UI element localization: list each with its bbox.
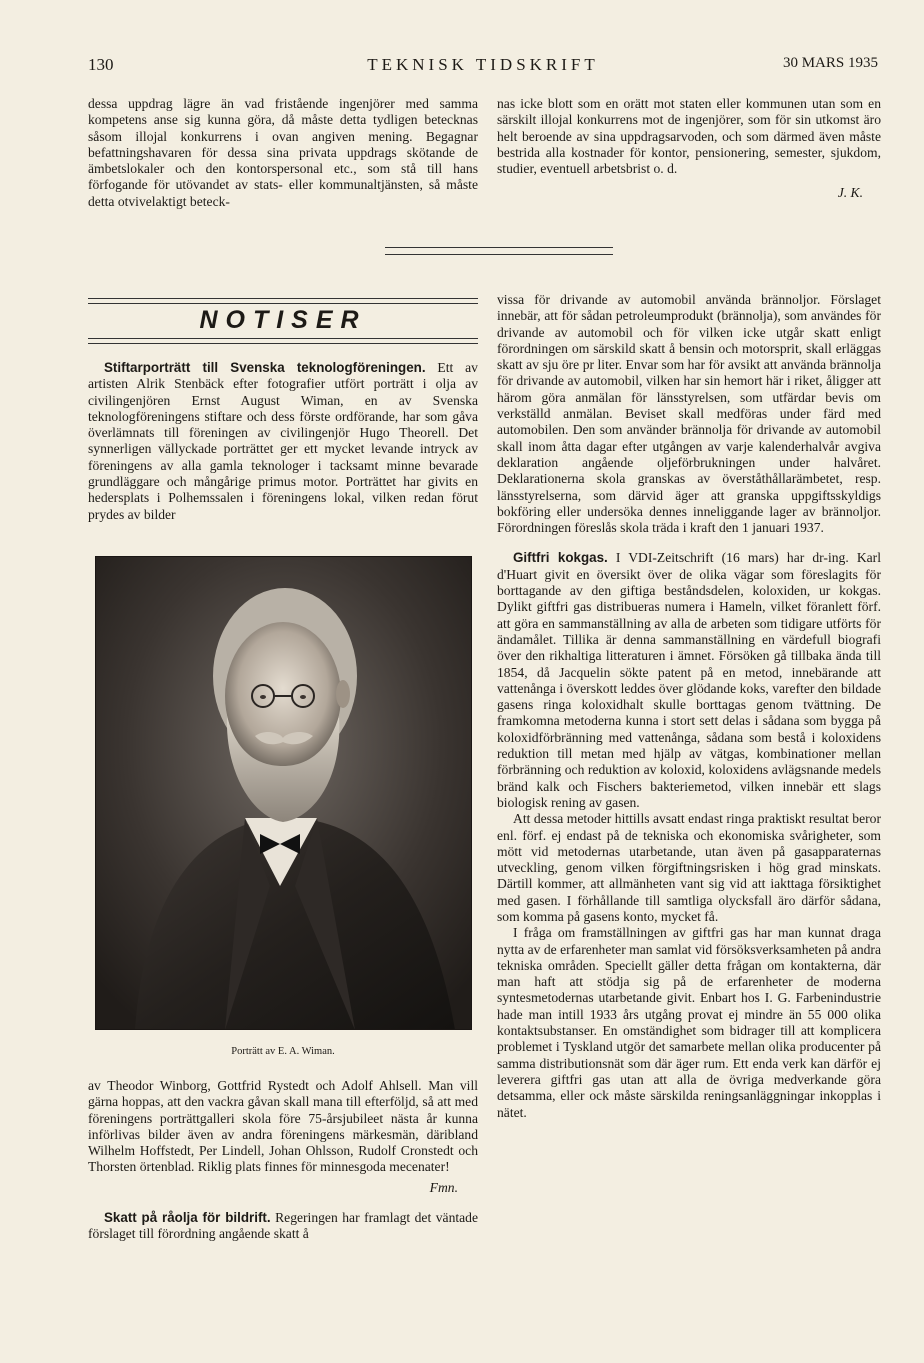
article-text-kokgas-1: I VDI-Zeitschrift (16 mars) har dr-ing. Karl d'Huart givit en översikt över de olika vägar som föreslagits för borttagande av den giftiga beståndsdelen, koloxiden, ur kokgas. Dylikt giftfri gas distribueras numera i Hameln, vilket föranlett förf. att göra en sammanställning av alla de arbeten som tidigare utförts för ändamålet. Tillika är denna sammanställning en värdefull biografi över den rikhaltiga litteraturen i ämnet. Försöken gå tillbaka ända till 1854, då Jacquelin sökte patent på en metod, innebärande att vattenånga i överskott leddes över glödande koks, varefter den bildade gasens ringa koloxidhalt skulle borttagas genom tvättning. De framkomna metoderna kunna i stort sett delas i sådana som bygga på koloxidförbränning med vattenånga, sådana som bestå i koloxidens reduktion till metan med hjälp av vätgas, kombinationer mellan förbränning och reduktion av koloxid, koloxidens avlägsnande medels bränd kalk och Fischers bakteriemetod, vilken innebär ett slags biologisk rening av gasen. bbox=[497, 550, 881, 810]
article-portrait-top bbox=[88, 360, 478, 523]
article-portrait-bottom bbox=[88, 1078, 478, 1243]
signature-fmn: Fmn. bbox=[429, 1179, 458, 1195]
notiser-rule-bottom bbox=[88, 338, 478, 344]
notiser-rule-top bbox=[88, 298, 478, 304]
article-heading: Stiftarporträtt till Svenska teknologföreningen. bbox=[104, 360, 426, 375]
article-text: Ett av artisten Alrik Stenbäck efter fotografier utfört porträtt i olja av civilingenjören Ernst August Wiman, en av Svenska teknologföreningens stiftare och dess förste ordförande, har som gåva överlämnats till föreningen av civilingenjör Hugo Theorell. Det synnerligen vällyckade porträttet ger ett mycket levande intryck av föreningens av alla gamla teknologer i tacksamt minne bevarade grundläggare och mångårige primus motor. Porträttet har givits en hedersplats i Polhemssalen i föreningens lokal, vilken redan förut prydes av bilder bbox=[88, 360, 478, 522]
article-heading-skatt: Skatt på råolja för bildrift. bbox=[104, 1210, 271, 1226]
article-text-kokgas-3: I fråga om framställningen av giftfri gas har man kunnat draga nytta av de erfarenheter man samlat vid försöksverksamheten på andra tekniska områden. Speciellt gäller detta frågan om kontakterna, där man haft att stödja sig på de erfarenheter de moderna syntesmetodernas utarbetande givit. Enbart hos I. G. Farbenindustrie hade man intill 1933 års utgång provat ej mindre än 55 000 olika kontaktsubstanser. En omständighet som bidrager till att komplicera problemet i Tyskland utgör det samarbete mellan olika producenter på samma distributionsnät som där äger rum. Ett enda verk kan därför ej leverera giftfri gas utan att alla de övriga medverkande göra detsamma, eller ock måste särskilda reningsanläggningar inkopplas i nätet. bbox=[497, 925, 881, 1120]
top-right-column bbox=[497, 96, 881, 202]
continuation-text-left: dessa uppdrag lägre än vad fristående ingenjörer med samma kompetens anse sig kunna göra, då måste detta tydligen betecknas såsom illojal konkurrens i ovan angiven mening. Begagnar befattningshavaren för dessa sina privata uppdrags skötande de ämbetslokaler och den kontorspersonal etc., som stå till hans förfogande för utövandet av stats- eller kommunaltjänsten, så måste detta otvivelaktigt beteck- bbox=[88, 96, 478, 209]
portrait-photo bbox=[95, 556, 472, 1030]
article-text-skatt: Regeringen har framlagt det väntade förslaget till förordning angående skatt å bbox=[88, 1210, 479, 1242]
article-text-kokgas-2: Att dessa metoder hittills avsatt endast ringa praktiskt resultat beror enl. förf. ej endast på de tekniska och ekonomiska svårigheter, som mött vid metodernas utarbetande, utan även på gasapparaternas utveckling, genom vilken förgiftningsrisken i hög grad minskats. Därtill kommer, att allmänheten vant sig vid att iakttaga försiktighet med gasen. I förhållande till samtliga olycksfall äro därför sådana, som komma på gasens konto, mycket få. bbox=[497, 811, 881, 924]
continuation-text-right: nas icke blott som en orätt mot staten eller kommunen utan som en särskilt illojal konkurrens mot de ingenjörer, som för sin utkomst äro helt beroende av sina uppdragsarvoden, och som därmed även måste bestrida alla kostnader för kontor, pensionering, semester, sjukdom, studier, eventuell arbetsbrist o. d. bbox=[497, 96, 881, 177]
running-header bbox=[88, 55, 878, 81]
top-left-column bbox=[88, 96, 478, 210]
page-number: 130 bbox=[88, 55, 114, 74]
journal-title: TEKNISK TIDSKRIFT bbox=[367, 55, 599, 74]
signature-jk: J. K. bbox=[837, 185, 863, 201]
issue-date: 30 MARS 1935 bbox=[782, 55, 878, 71]
section-title: NOTISER bbox=[199, 306, 367, 334]
article-heading-kokgas: Giftfri kokgas. bbox=[513, 550, 608, 566]
portrait-caption: Porträtt av E. A. Wiman. bbox=[231, 1046, 335, 1057]
portrait-image bbox=[95, 556, 472, 1030]
section-separator bbox=[385, 247, 613, 255]
article-text-skatt-continued: vissa för drivande av automobil använda brännoljor. Förslaget innebär, att för sådan petroleumprodukt (brännolja), som användes för drivande av automobil och för vilken icke utgår skatt enligt förordningen om särskild skatt å bensin och motorsprit, skall erläggas skatt av sju öre pr liter. Envar som har för avsikt att använda brännolja för drivande av automobil, vilken har sin hemort här i riket, åligger att härom göra anmälan för länsstyrelsen, som utfärdar bevis om verkställd anmälan. Beviset skall medföras under färd med automobilen. Den som använder brännolja för drivande av automobil skall inom åtta dagar efter utgången av varje kalenderhalvår avgiva deklaration angående oljeförbrukningen under halvåret. Deklarationerna skola granskas av överståthållarämbetet, resp. länsstyrelserna, som därvid äger att granska uppgiftsskyldigs bokföring eller undersöka dennes inneliggande lager av brännoljor. Förordningen föreslås skola träda i kraft den 1 januari 1937. bbox=[497, 292, 881, 536]
right-column-notiser bbox=[497, 292, 881, 1121]
article-text-continued: av Theodor Winborg, Gottfrid Rystedt och Adolf Ahlsell. Man vill gärna hoppas, att den vackra gåvan skall mana till efterföljd, så att med föreningens porträttgalleri skola före 75-årsjubileet nästa år kunna införlivas bilder även av andra föreningens märkesmän, däribland Wilhelm Hoffstedt, Per Lindell, Johan Ohlsson, Rudolf Cronstedt och Thorsten örtenblad. Riklig plats finnes för minnesgoda mecenater! bbox=[88, 1078, 478, 1175]
